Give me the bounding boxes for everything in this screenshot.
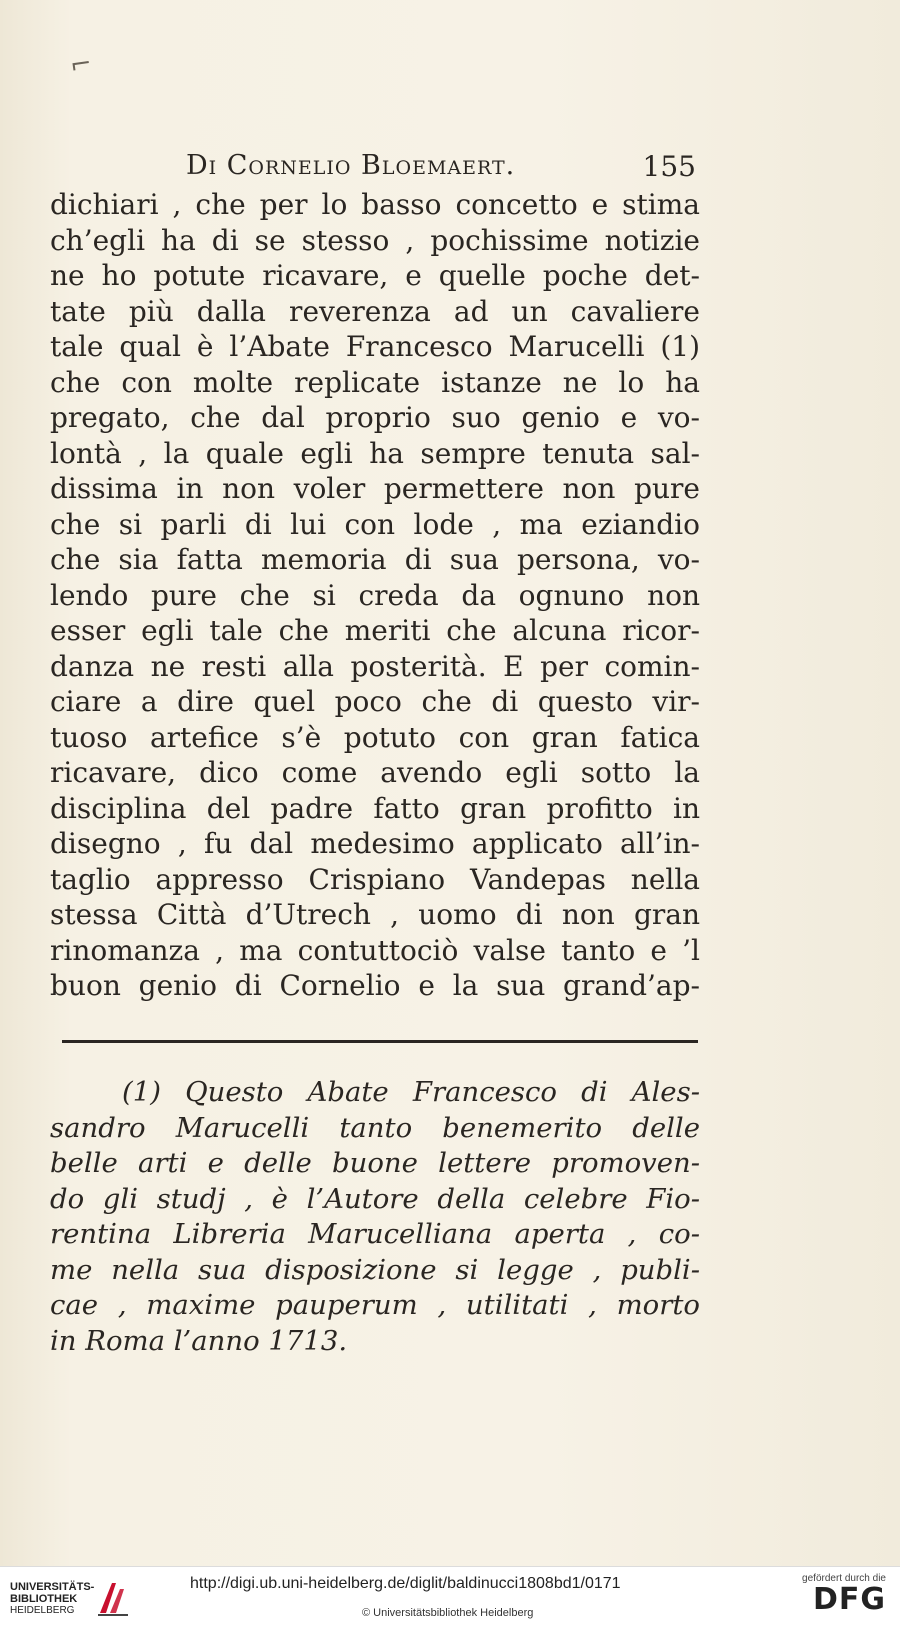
library-logo[interactable]: [10, 1579, 160, 1619]
text-line: rinomanza , ma contuttociò valse tanto e ’l: [50, 933, 700, 967]
text-line: dissima in non voler permettere non pure: [50, 472, 700, 505]
footnote-line: sandro Marucelli tanto benemerito delle: [50, 1111, 700, 1144]
running-header: [186, 150, 696, 190]
text-line: che con molte replicate istanze ne lo ha: [50, 365, 700, 399]
footnote-line: cae , maxime pauperum , utilitati , morto: [50, 1289, 700, 1321]
dfg-logo[interactable]: DFG: [812, 1582, 886, 1617]
text-line: lontà , la quale egli ha sempre tenuta sal-: [50, 436, 700, 470]
library-logo-text: [10, 1581, 95, 1617]
text-line: lendo pure che si creda da ognuno non: [50, 578, 700, 612]
text-line: dichiari , che per lo basso concetto e stima: [50, 188, 700, 221]
footnote: [50, 1075, 700, 1359]
text-line: tate più dalla reverenza ad un cavaliere: [50, 294, 700, 328]
text-line: tale qual è l’Abate Francesco Marucelli (1): [50, 330, 700, 363]
text-line: esser egli tale che meriti che alcuna ricor-: [50, 614, 700, 647]
text-line: ciare a dire quel poco che di questo vir-: [50, 685, 700, 718]
body-text: [50, 187, 700, 1004]
footnote-line: do gli studj , è l’Autore della celebre Fio-: [50, 1182, 700, 1215]
sponsor-text: gefördert durch die: [802, 1573, 886, 1584]
text-line: stessa Città d’Utrech , uomo di non gran: [50, 898, 700, 931]
text-line: ch’egli ha di se stesso , pochissime notizie: [50, 223, 700, 257]
footnote-line: in Roma l’anno 1713.: [50, 1324, 348, 1357]
footnote-line: rentina Libreria Marucelliana aperta , co-: [50, 1218, 700, 1250]
logo-line-3: HEIDELBERG: [10, 1605, 75, 1616]
header-title: Di Cornelio Bloemaert.: [186, 150, 516, 181]
pencil-mark: ⌐: [68, 48, 94, 82]
text-line: taglio appresso Crispiano Vandepas nella: [50, 862, 700, 896]
footnote-line: (1) Questo Abate Francesco di Ales-: [122, 1076, 700, 1108]
footnote-line: me nella sua disposizione si legge , publi-: [50, 1253, 700, 1286]
footnote-rule: [62, 1040, 698, 1043]
text-line: che si parli di lui con lode , ma eziandio: [50, 507, 700, 541]
footnote-line: belle arti e delle buone lettere promoven-: [50, 1147, 700, 1179]
library-logo-icon: [96, 1579, 130, 1619]
text-line: ne ho potute ricavare, e quelle poche det-: [50, 259, 700, 292]
text-line: pregato, che dal proprio suo genio e vo-: [50, 401, 700, 434]
text-line: che sia fatta memoria di sua persona, vo-: [50, 543, 700, 576]
text-line: disegno , fu dal medesimo applicato all’in-: [50, 827, 700, 860]
viewer-footer: [0, 1566, 900, 1630]
text-line: ricavare, dico come avendo egli sotto la: [50, 756, 700, 789]
text-line: disciplina del padre fatto gran profitto in: [50, 791, 700, 825]
copyright-notice: © Universitätsbibliothek Heidelberg: [362, 1607, 534, 1619]
text-line: buon genio di Cornelio e la sua grand’ap-: [50, 969, 700, 1002]
text-line: tuoso artefice s’è potuto con gran fatica: [50, 720, 700, 754]
logo-line-1: UNIVERSITÄTS-: [10, 1581, 95, 1593]
sponsor: [786, 1573, 886, 1616]
logo-line-2: BIBLIOTHEK: [10, 1593, 78, 1605]
permalink-url[interactable]: http://digi.ub.uni-heidelberg.de/diglit/baldinucci1808bd1/0171: [190, 1575, 621, 1592]
text-line: danza ne resti alla posterità. E per comin-: [50, 649, 700, 683]
page-number: 155: [642, 150, 696, 183]
